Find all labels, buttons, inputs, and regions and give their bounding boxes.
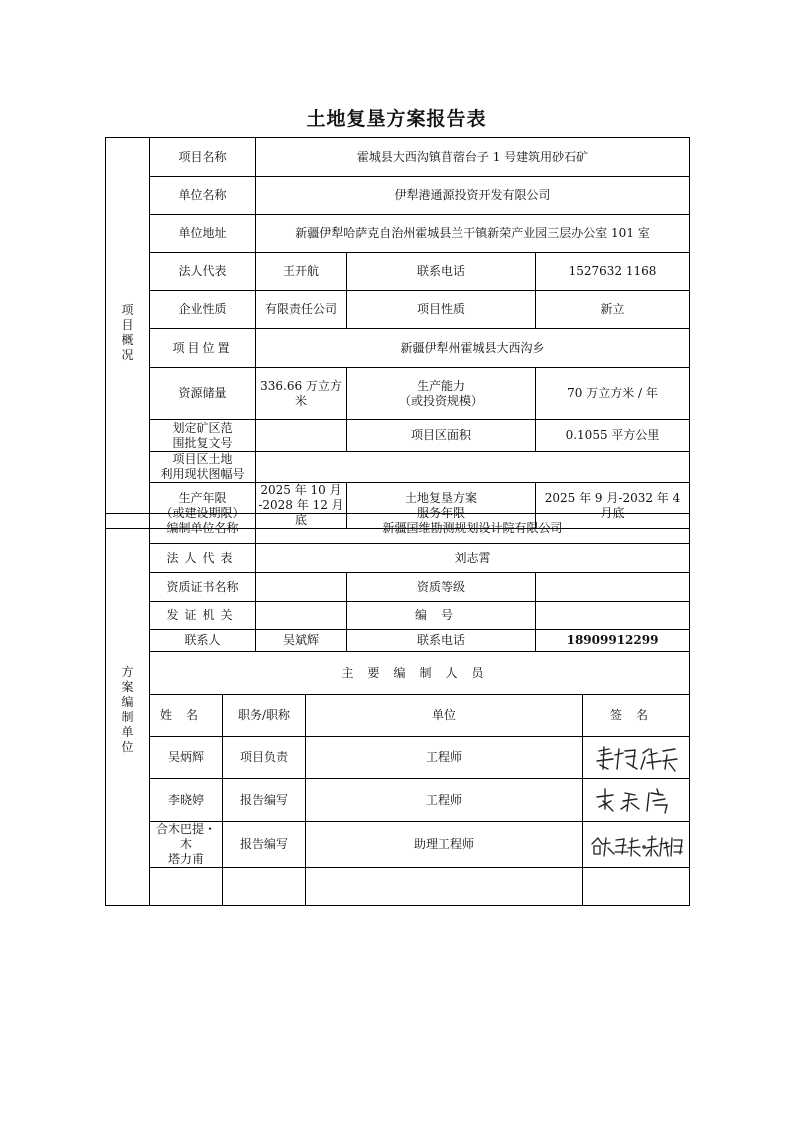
row-mining-area <box>106 420 690 452</box>
handwritten-signature <box>591 741 681 775</box>
label-reserve: 资源储量 <box>150 368 256 420</box>
staff-title: 项目负责 <box>223 737 306 779</box>
label-legal: 法人代表 <box>150 544 256 573</box>
label-capacity-line1: 生产能力 <box>416 378 465 393</box>
value-number <box>536 602 690 630</box>
value-production-line1: 2025 年 10 月 <box>260 483 342 497</box>
label-land-map-line2: 利用现状图幅号 <box>160 467 245 481</box>
col-name: 姓名 <box>150 695 223 737</box>
row-project-name <box>106 138 690 177</box>
staff-row <box>106 779 690 822</box>
label-company-type: 企业性质 <box>150 291 256 329</box>
staff-name: 李晓婷 <box>150 779 223 822</box>
value-unit-name: 伊犁港通源投资开发有限公司 <box>256 177 690 215</box>
label-issuer: 发证机关 <box>150 602 256 630</box>
label-service-line1: 土地复垦方案 <box>404 490 477 505</box>
staff-name: 吴炳辉 <box>150 737 223 779</box>
label-mining-area-line1: 划定矿区范 <box>172 420 233 435</box>
row-staff-columns <box>106 695 690 737</box>
staff-signature <box>583 779 690 822</box>
staff-unit: 助理工程师 <box>306 822 583 868</box>
row-unit-address <box>106 215 690 253</box>
handwritten-signature <box>591 783 681 817</box>
value-unit-address: 新疆伊犁哈萨克自治州霍城县兰干镇新荣产业园三层办公室 101 室 <box>256 215 690 253</box>
value-mining-area <box>256 420 347 452</box>
label-unit-address: 单位地址 <box>150 215 256 253</box>
staff-name-line2: 塔力甫 <box>167 852 204 866</box>
staff-unit: 工程师 <box>306 737 583 779</box>
staff-row <box>106 822 690 868</box>
label-mining-area-line2: 围批复文号 <box>172 435 233 450</box>
staff-signature <box>583 868 690 906</box>
value-location: 新疆伊犁州霍城县大西沟乡 <box>256 329 690 368</box>
col-unit: 单位 <box>306 695 583 737</box>
label-mining-area <box>150 420 256 452</box>
value-phone: 1527632 1168 <box>536 253 690 291</box>
page-title: 土地复垦方案报告表 <box>306 108 487 130</box>
value-contact-phone: 18909912299 <box>536 630 690 652</box>
label-legal-rep: 法人代表 <box>150 253 256 291</box>
compiler-table <box>105 513 690 906</box>
row-legal-rep <box>106 253 690 291</box>
row-legal <box>106 544 690 573</box>
row-unit-name <box>106 177 690 215</box>
row-org <box>106 514 690 544</box>
value-legal: 刘志霄 <box>256 544 690 573</box>
staff-name <box>150 822 223 868</box>
row-location <box>106 329 690 368</box>
value-level <box>536 573 690 602</box>
handwritten-signature <box>588 830 684 860</box>
staff-title <box>223 868 306 906</box>
value-org: 新疆国维勘测规划设计院有限公司 <box>256 514 690 544</box>
value-cert <box>256 573 347 602</box>
label-number: 编号 <box>347 602 536 630</box>
row-staff-heading <box>106 652 690 695</box>
col-title: 职务/职称 <box>223 695 306 737</box>
section-label-compiler <box>106 514 150 906</box>
value-project-nature: 新立 <box>536 291 690 329</box>
value-company-type: 有限责任公司 <box>256 291 347 329</box>
staff-name <box>150 868 223 906</box>
label-unit-name: 单位名称 <box>150 177 256 215</box>
staff-row-empty <box>106 868 690 906</box>
label-land-map <box>150 452 256 483</box>
row-cert <box>106 573 690 602</box>
section-label-overview <box>106 138 150 529</box>
side-label-text: 项 目 概 况 <box>121 303 134 362</box>
value-contact: 吴斌辉 <box>256 630 347 652</box>
value-issuer <box>256 602 347 630</box>
staff-row <box>106 737 690 779</box>
staff-title: 报告编写 <box>223 822 306 868</box>
value-reserve: 336.66 万立方米 <box>256 368 347 420</box>
value-land-map <box>256 452 690 483</box>
value-legal-rep: 王开航 <box>256 253 347 291</box>
value-project-name: 霍城县大西沟镇苜蓿台子 1 号建筑用砂石矿 <box>256 138 690 177</box>
label-org: 编制单位名称 <box>150 514 256 544</box>
project-overview-table <box>105 137 690 529</box>
row-reserve <box>106 368 690 420</box>
staff-unit <box>306 868 583 906</box>
value-service-years: 2025 年 9 月-2032 年 4 月底 <box>536 483 690 529</box>
col-sign: 签名 <box>583 695 690 737</box>
label-project-nature: 项目性质 <box>347 291 536 329</box>
row-land-map <box>106 452 690 483</box>
label-level: 资质等级 <box>347 573 536 602</box>
label-service-line2: 服务年限 <box>416 505 465 520</box>
value-capacity: 70 万立方米 / 年 <box>536 368 690 420</box>
label-capacity-line2: （或投资规模） <box>398 393 483 408</box>
label-production-line2: （或建设期限） <box>160 505 245 520</box>
label-contact-phone: 联系电话 <box>347 630 536 652</box>
label-phone: 联系电话 <box>347 253 536 291</box>
staff-unit: 工程师 <box>306 779 583 822</box>
staff-name-line1: 合木巴提・木 <box>155 822 216 851</box>
row-company-type <box>106 291 690 329</box>
label-project-name: 项目名称 <box>150 138 256 177</box>
side-label-text: 方 案 编 制 单 位 <box>121 664 134 754</box>
label-land-map-line1: 项目区土地 <box>172 452 233 466</box>
value-area: 0.1055 平方公里 <box>536 420 690 452</box>
staff-title: 报告编写 <box>223 779 306 822</box>
row-contact <box>106 630 690 652</box>
label-cert: 资质证书名称 <box>150 573 256 602</box>
staff-heading: 主要编制人员 <box>150 652 690 695</box>
staff-signature <box>583 822 690 868</box>
label-production-line1: 生产年限 <box>178 490 227 505</box>
value-production-line2: -2028 年 12 月底 <box>258 498 344 527</box>
staff-signature <box>583 737 690 779</box>
label-contact: 联系人 <box>150 630 256 652</box>
label-location: 项目位置 <box>150 329 256 368</box>
row-issuer <box>106 602 690 630</box>
label-capacity <box>347 368 536 420</box>
label-area: 项目区面积 <box>347 420 536 452</box>
